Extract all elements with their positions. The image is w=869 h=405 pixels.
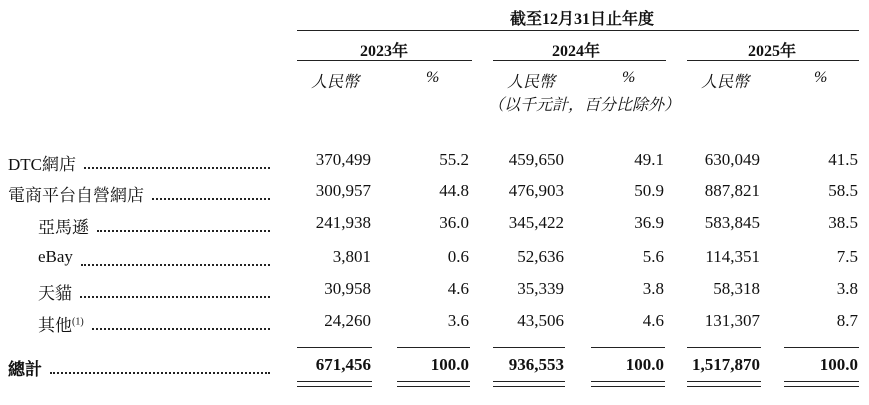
- leader-dots: [80, 296, 270, 298]
- pct-value-cell: 58.5: [828, 181, 858, 200]
- rmb-value-cell: 24,260: [324, 311, 371, 330]
- rmb-value-cell: 459,650: [508, 150, 564, 169]
- rmb-value-cell: 936,553: [508, 355, 564, 374]
- row-label: DTC網店: [8, 155, 76, 174]
- pct-value-cell: 3.8: [642, 279, 664, 298]
- footnote-marker: (1): [72, 316, 84, 328]
- rmb-value-cell: 671,456: [315, 355, 371, 374]
- pct-value-cell: 36.0: [439, 213, 469, 232]
- pct-value-cell: 100.0: [819, 355, 858, 374]
- total-double-rule: [297, 381, 372, 387]
- total-top-rule: [297, 347, 372, 348]
- pct-header-2024: %: [622, 69, 636, 86]
- total-top-rule: [493, 347, 565, 348]
- pct-value-cell: 38.5: [828, 213, 858, 232]
- rmb-value-cell: 370,499: [315, 150, 371, 169]
- leader-dots: [84, 167, 270, 169]
- year-header-2023: 2023年: [360, 43, 409, 60]
- pct-value-cell: 55.2: [439, 150, 469, 169]
- total-top-rule: [687, 347, 761, 348]
- rmb-value-cell: 887,821: [704, 181, 760, 200]
- row-label: 天貓: [38, 284, 72, 303]
- row-label: 總計: [8, 360, 42, 379]
- year-header-2025: 2025年: [748, 43, 797, 60]
- rmb-value-cell: 630,049: [704, 150, 760, 169]
- rmb-value-cell: 300,957: [315, 181, 371, 200]
- rmb-value-cell: 52,636: [517, 247, 564, 266]
- pct-value-cell: 5.6: [642, 247, 664, 266]
- pct-value-cell: 100.0: [430, 355, 469, 374]
- row-label: 電商平台自營網店: [8, 186, 144, 205]
- rmb-value-cell: 35,339: [517, 279, 564, 298]
- pct-value-cell: 7.5: [836, 247, 858, 266]
- rmb-value-cell: 58,318: [713, 279, 760, 298]
- leader-dots: [97, 230, 270, 232]
- year-header-2024: 2024年: [552, 43, 601, 60]
- pct-value-cell: 36.9: [634, 213, 664, 232]
- leader-dots: [50, 372, 270, 374]
- rmb-value-cell: 3,801: [332, 247, 371, 266]
- pct-value-cell: 0.6: [447, 247, 469, 266]
- total-double-rule: [687, 381, 761, 387]
- rmb-header-2024: 人民幣: [507, 74, 556, 91]
- period-header: 截至12月31日止年度: [510, 11, 655, 28]
- rmb-header-2023: 人民幣: [311, 74, 360, 91]
- leader-dots: [152, 198, 270, 200]
- rmb-value-cell: 30,958: [324, 279, 371, 298]
- row-label: 亞馬遜: [38, 218, 89, 237]
- unit-note: （以千元計，百分比除外）: [488, 97, 681, 114]
- total-double-rule: [397, 381, 470, 387]
- pct-value-cell: 3.6: [447, 311, 469, 330]
- row-label: eBay: [38, 247, 73, 266]
- pct-value-cell: 4.6: [447, 279, 469, 298]
- rmb-header-2025: 人民幣: [701, 74, 750, 91]
- total-double-rule: [784, 381, 859, 387]
- rmb-value-cell: 583,845: [704, 213, 760, 232]
- row-label: 其他$^{(1)}$: [38, 316, 84, 335]
- pct-value-cell: 100.0: [625, 355, 664, 374]
- pct-value-cell: 44.8: [439, 181, 469, 200]
- pct-value-cell: 4.6: [642, 311, 664, 330]
- rmb-value-cell: 476,903: [508, 181, 564, 200]
- total-double-rule: [591, 381, 665, 387]
- rmb-value-cell: 114,351: [705, 247, 760, 266]
- pct-header-2023: %: [426, 69, 440, 86]
- rmb-value-cell: 43,506: [517, 311, 564, 330]
- total-top-rule: [784, 347, 859, 348]
- pct-value-cell: 49.1: [634, 150, 664, 169]
- total-top-rule: [397, 347, 470, 348]
- rmb-value-cell: 131,307: [704, 311, 760, 330]
- pct-header-2025: %: [814, 69, 828, 86]
- rmb-value-cell: 1,517,870: [692, 355, 760, 374]
- pct-value-cell: 3.8: [836, 279, 858, 298]
- total-top-rule: [591, 347, 665, 348]
- pct-value-cell: 50.9: [634, 181, 664, 200]
- rmb-value-cell: 345,422: [508, 213, 564, 232]
- pct-value-cell: 8.7: [836, 311, 858, 330]
- total-double-rule: [493, 381, 565, 387]
- pct-value-cell: 41.5: [828, 150, 858, 169]
- leader-dots: [92, 328, 270, 330]
- leader-dots: [81, 264, 270, 266]
- rmb-value-cell: 241,938: [315, 213, 371, 232]
